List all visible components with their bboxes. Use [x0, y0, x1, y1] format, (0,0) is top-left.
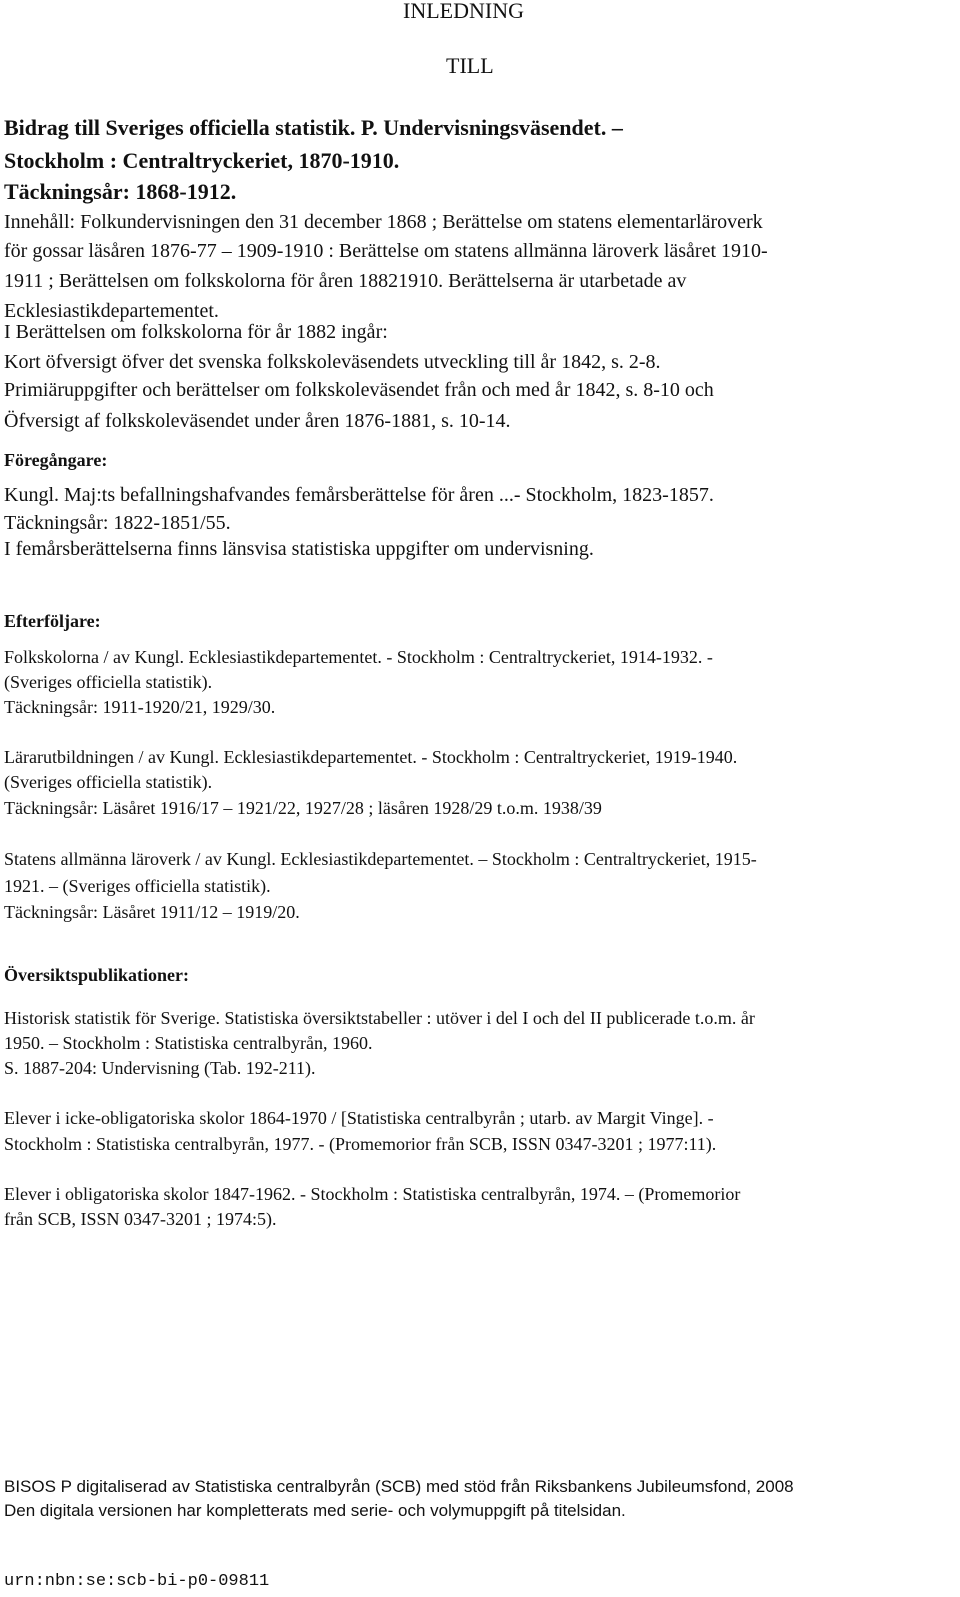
- footer-line: Den digitala versionen har kompletterats med serie- och volymuppgift på titelsidan.: [4, 1501, 626, 1520]
- overview-line: S. 1887-204: Undervisning (Tab. 192-211).: [4, 1058, 316, 1078]
- series-title-line: Täckningsår: 1868-1912.: [4, 179, 237, 204]
- successor-line: (Sveriges officiella statistik).: [4, 672, 213, 692]
- content-line: Öfversigt af folkskoleväsendet under åren 1876-1881, s. 10-14.: [4, 410, 511, 432]
- successor-line: Täckningsår: Läsåret 1916/17 – 1921/22, 1927/28 ; läsåren 1928/29 t.o.m. 1938/39: [4, 798, 602, 818]
- heading-till: TILL: [446, 53, 494, 78]
- content-line: Ecklesiastikdepartementet.: [4, 300, 219, 322]
- content-line: 1911 ; Berättelsen om folkskolorna för åren 18821910. Berättelserna är utarbetade av: [4, 270, 687, 292]
- successor-line: Täckningsår: 1911-1920/21, 1929/30.: [4, 697, 276, 717]
- heading-inledning: INLEDNING: [403, 0, 524, 23]
- successor-line: (Sveriges officiella statistik).: [4, 772, 213, 792]
- overview-line: 1950. – Stockholm : Statistiska centralbyrån, 1960.: [4, 1033, 373, 1053]
- predecessor-line: Täckningsår: 1822-1851/55.: [4, 512, 231, 534]
- footer-line: BISOS P digitaliserad av Statistiska centralbyrån (SCB) med stöd från Riksbankens Jubileumsfond, 2008: [4, 1477, 794, 1496]
- predecessor-heading: Föregångare:: [4, 450, 108, 470]
- urn-identifier: urn:nbn:se:scb-bi-p0-09811: [4, 1572, 270, 1591]
- successor-heading: Efterföljare:: [4, 611, 101, 631]
- content-line: I Berättelsen om folkskolorna för år 1882 ingår:: [4, 321, 388, 343]
- content-line: Innehåll: Folkundervisningen den 31 december 1868 ; Berättelse om statens elementarläroverk: [4, 211, 763, 233]
- content-line: för gossar läsåren 1876-77 – 1909-1910 : Berättelse om statens allmänna läroverk läsåret 1910-: [4, 240, 768, 262]
- predecessor-line: Kungl. Maj:ts befallningshafvandes femårsberättelse för åren ...- Stockholm, 1823-1857.: [4, 484, 714, 506]
- predecessor-line: I femårsberättelserna finns länsvisa statistiska uppgifter om undervisning.: [4, 538, 594, 560]
- overview-line: Elever i obligatoriska skolor 1847-1962. - Stockholm : Statistiska centralbyrån, 1974. – (Promemorior: [4, 1184, 741, 1204]
- successor-line: Statens allmänna läroverk / av Kungl. Ecklesiastikdepartementet. – Stockholm : Centraltryckeriet, 1915-: [4, 849, 757, 869]
- successor-line: Folkskolorna / av Kungl. Ecklesiastikdepartementet. - Stockholm : Centraltryckeriet, 1914-1932. -: [4, 647, 713, 667]
- successor-line: 1921. – (Sveriges officiella statistik).: [4, 876, 271, 896]
- content-line: Primiäruppgifter och berättelser om folkskoleväsendet från och med år 1842, s. 8-10 och: [4, 379, 714, 401]
- successor-line: Täckningsår: Läsåret 1911/12 – 1919/20.: [4, 902, 300, 922]
- successor-line: Lärarutbildningen / av Kungl. Ecklesiastikdepartementet. - Stockholm : Centraltryckeriet, 1919-1940.: [4, 747, 738, 767]
- content-line: Kort öfversigt öfver det svenska folkskoleväsendets utveckling till år 1842, s. 2-8.: [4, 351, 661, 373]
- overview-line: från SCB, ISSN 0347-3201 ; 1974:5).: [4, 1209, 277, 1229]
- overview-line: Stockholm : Statistiska centralbyrån, 1977. - (Promemorior från SCB, ISSN 0347-3201 ; 1977:11).: [4, 1134, 717, 1154]
- series-title-line: Stockholm : Centraltryckeriet, 1870-1910.: [4, 148, 400, 173]
- overview-line: Historisk statistik för Sverige. Statistiska översiktstabeller : utöver i del I och del II publicerade t.o.m. år: [4, 1008, 755, 1028]
- series-title-line: Bidrag till Sveriges officiella statistik. P. Undervisningsväsendet. –: [4, 115, 623, 140]
- overview-line: Elever i icke-obligatoriska skolor 1864-1970 / [Statistiska centralbyrån ; utarb. av Margit Vinge]. -: [4, 1108, 714, 1128]
- overview-heading: Översiktspublikationer:: [4, 965, 190, 985]
